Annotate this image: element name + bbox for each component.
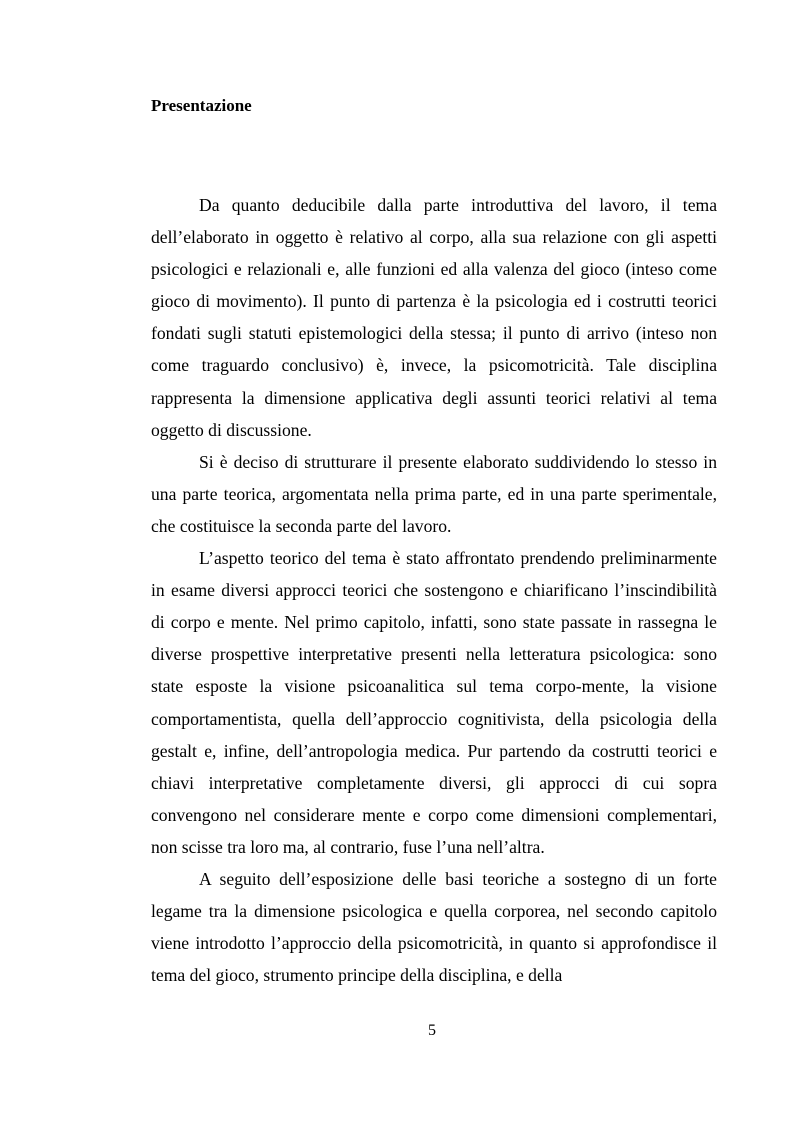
paragraph-3: L’aspetto teorico del tema è stato affrontato prendendo preliminarmente in esame diversi approcci teorici che sostengono e chiarificano l’inscindibilità di corpo e mente. Nel primo capitolo, infatti, sono state passate in rassegna le diverse prospettive interpretative presenti nella letteratura psicologica: sono state esposte la visione psicoanalitica sul tema corpo-mente, la visione comportamentista, quella dell’approccio cognitivista, della psicologia della gestalt e, infine, dell’antropologia medica. Pur partendo da costrutti teorici e chiavi interpretative completamente diversi, gli approcci di cui sopra convengono nel considerare mente e corpo come dimensioni complementari, non scisse tra loro ma, al contrario, fuse l’una nell’altra. — [151, 548, 717, 857]
page-number: 5 — [428, 1022, 436, 1039]
page-title: Presentazione — [151, 96, 252, 115]
paragraph-1: Da quanto deducibile dalla parte introduttiva del lavoro, il tema dell’elaborato in oggetto è relativo al corpo, alla sua relazione con gli aspetti psicologici e relazionali e, alle funzioni ed alla valenza del gioco (inteso come gioco di movimento). Il punto di partenza è la psicologia ed i costrutti teorici fondati sugli statuti epistemologici della stessa; il punto di arrivo (inteso non come traguardo conclusivo) è, invece, la psicomotricità. Tale disciplina rappresenta la dimensione applicativa degli assunti teorici relativi al tema oggetto di discussione. — [151, 195, 717, 440]
body-text — [151, 189, 717, 991]
paragraph-4: A seguito dell’esposizione delle basi teoriche a sostegno di un forte legame tra la dimensione psicologica e quella corporea, nel secondo capitolo viene introdotto l’approccio della psicomotricità, in quanto si approfondisce il tema del gioco, strumento principe della disciplina, e della — [151, 868, 717, 986]
paragraph-2: Si è deciso di strutturare il presente elaborato suddividendo lo stesso in una parte teorica, argomentata nella prima parte, ed in una parte sperimentale, che costituisce la seconda parte del lavoro. — [151, 451, 717, 536]
